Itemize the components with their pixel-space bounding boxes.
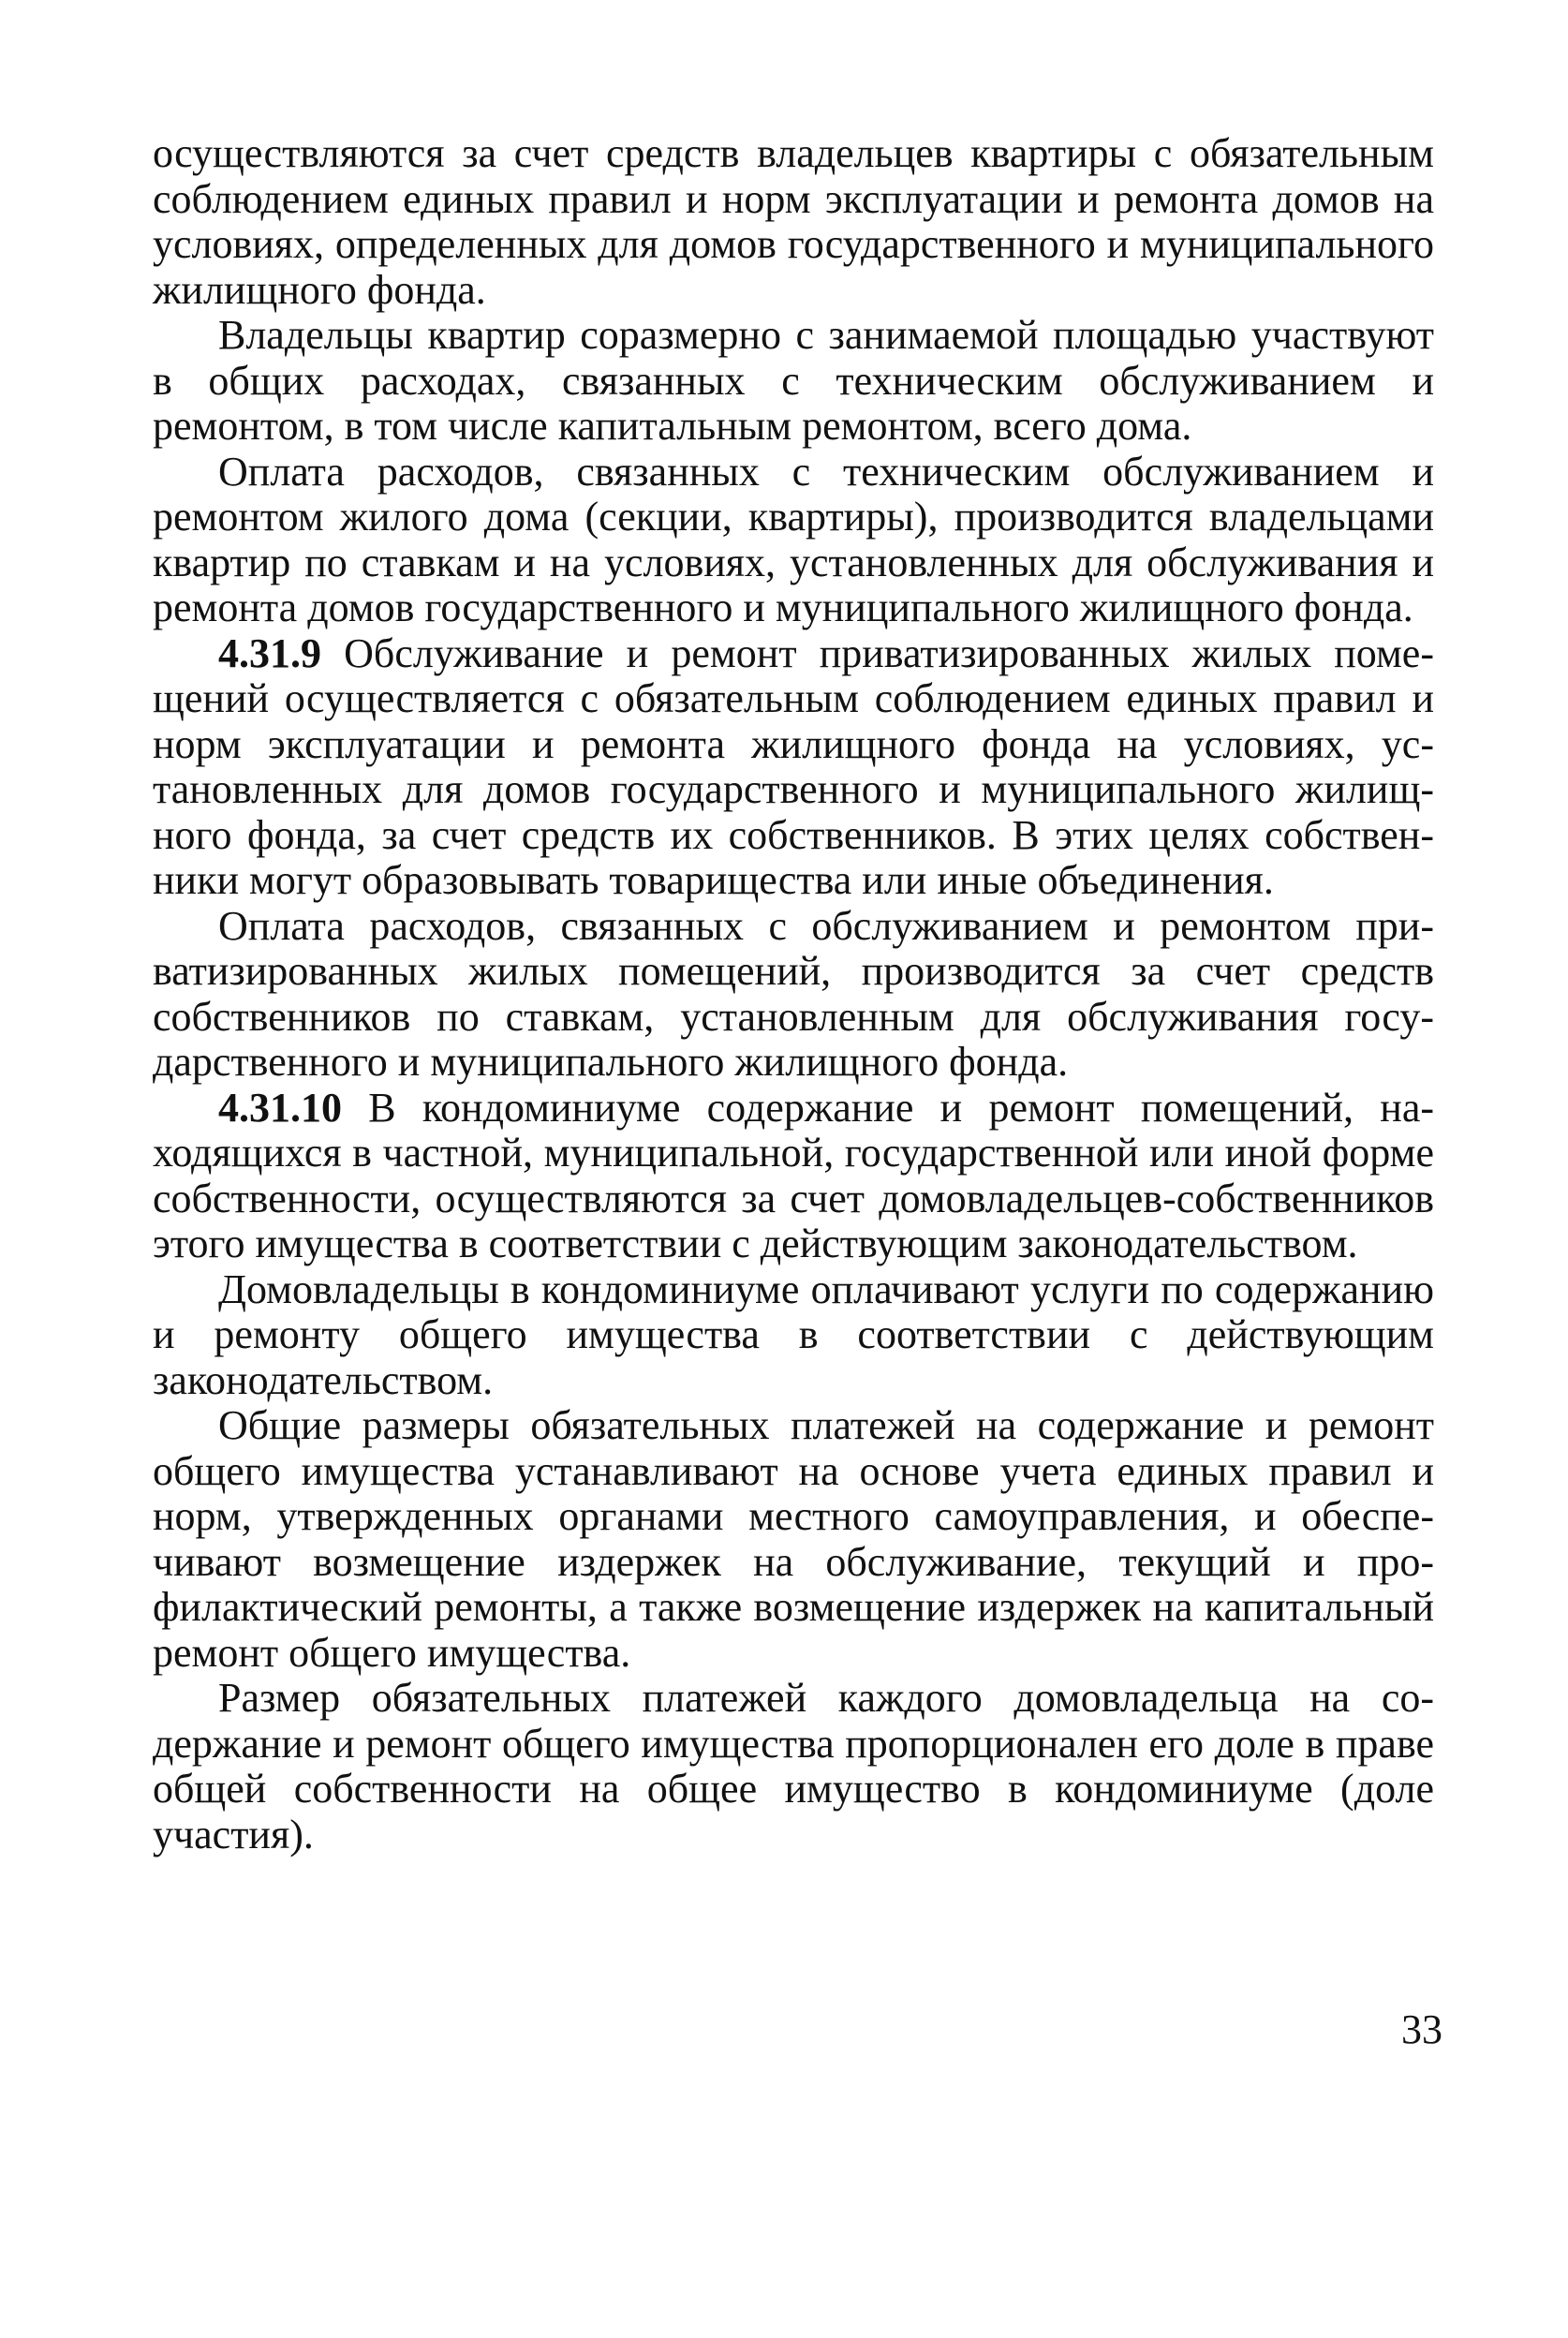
paragraph-4-text: Обслуживание и ремонт приватизированных жилых помещений осуществляется с обязательным соблюдением единых правил и норм эксплуатации и ремонта жилищного фонда на условиях, установленных для домов государственного и муниципального жилищного фонда, за счет средств их собственников. В этих целях собственники могут образовывать товарищества или иные объединения.	[153, 629, 1434, 903]
paragraph-6-text: В кондоминиуме содержание и ремонт помещений, находящихся в частной, муниципальной, государственной или иной форме собственности, осуществляются за счет домовладельцев-собственников этого имущества в соответствии с действующим законодательством.	[153, 1084, 1434, 1266]
paragraph-3-text: Оплата расходов, связанных с техническим обслуживанием и ремонтом жилого дома (секции, квартиры), производится владельцами квартир по ставкам и на условиях, установленных для обслуживания и ремонта домов государственного и муниципального жилищного фонда.	[153, 448, 1434, 630]
paragraph-3	[153, 450, 1434, 631]
paragraph-2-text: Владельцы квартир соразмерно с занимаемой площадью участвуют в общих расходах, связанных с техническим обслуживанием и ремонтом, в том числе капитальным ремонтом, всего дома.	[153, 312, 1434, 449]
paragraph-7	[153, 1267, 1434, 1404]
paragraph-4-31-10	[153, 1086, 1434, 1267]
paragraph-5	[153, 904, 1434, 1086]
paragraph-5-text: Оплата расходов, связанных с обслуживанием и ремонтом приватизированных жилых помещений, производится за счет средств собственников по ставкам, установленным для обслуживания государственного и муниципального жилищного фонда.	[153, 902, 1434, 1085]
paragraph-9	[153, 1676, 1434, 1857]
paragraph-9-text: Размер обязательных платежей каждого домовладельца на содержание и ремонт общего имущества пропорционален его доле в праве общей собственности на общее имущество в кондоминиуме (доле участия).	[153, 1675, 1434, 1857]
paragraph-8-text: Общие размеры обязательных платежей на содержание и ремонт общего имущества устанавливают на основе учета единых правил и норм, утвержденных органами местного самоуправления, и обеспечивают возмещение издержек на обслуживание, текущий и профилактический ремонты, а также возмещение издержек на капитальный ремонт общего имущества.	[153, 1402, 1434, 1676]
paragraph-8	[153, 1403, 1434, 1676]
page-number: 33	[1401, 2006, 1442, 2052]
paragraph-4-31-9	[153, 631, 1434, 904]
document-page	[153, 131, 1434, 1857]
paragraph-1-text: осуществляются за счет средств владельцев квартиры с обязательным соблюдением единых правил и норм эксплуатации и ремонта домов на условиях, определенных для домов государственного и муниципального жилищного фонда.	[153, 130, 1434, 313]
section-number-4-31-9: 4.31.9	[218, 629, 321, 676]
section-number-4-31-10: 4.31.10	[218, 1084, 342, 1131]
paragraph-2	[153, 313, 1434, 450]
paragraph-7-text: Домовладельцы в кондоминиуме оплачивают услуги по содержанию и ремонту общего имущества в соответствии с действующим законодательством.	[153, 1265, 1434, 1403]
paragraph-1	[153, 131, 1434, 313]
